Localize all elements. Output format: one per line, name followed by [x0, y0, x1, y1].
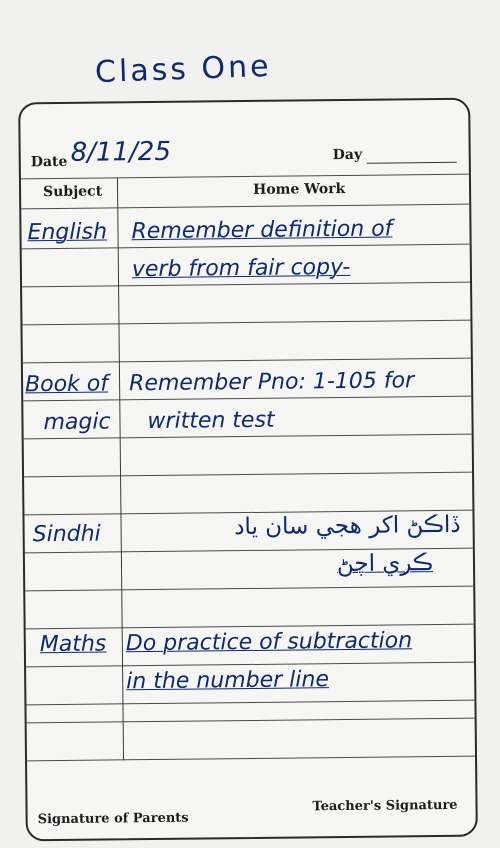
ruled-line: [24, 472, 472, 478]
ruled-line: [21, 174, 469, 180]
subject-english: English: [27, 219, 108, 246]
ruled-line: [22, 282, 470, 288]
homework-book-line1: Remember Pno: 1-105 for: [128, 368, 415, 397]
parents-signature-label: Signature of Parents: [37, 810, 189, 828]
ruled-line: [27, 718, 475, 724]
homework-maths-line2: in the number line: [126, 667, 330, 695]
class-title: Class One: [94, 48, 273, 91]
homework-sindhi-line2: ڪري اچڻ: [336, 550, 434, 578]
homework-book-line2: written test: [147, 407, 275, 435]
ruled-line: [27, 756, 475, 762]
subject-maths: Maths: [39, 631, 107, 658]
day-label: Day: [332, 146, 363, 164]
ruled-line: [22, 320, 470, 326]
ruled-line: [26, 662, 474, 668]
ruled-line: [21, 204, 469, 210]
homework-english-line1: Remember definition of: [131, 216, 393, 245]
teacher-signature-label: Teacher's Signature: [312, 797, 458, 815]
column-divider: [117, 178, 124, 760]
subject-sindhi: Sindhi: [32, 521, 101, 548]
homework-sindhi-line1: ڏاڪڻ اکر هجي سان ياد: [234, 511, 461, 541]
homework-card: [18, 98, 478, 842]
date-label: Date: [30, 153, 68, 171]
ruled-line: [25, 586, 473, 592]
ruled-line: [26, 700, 474, 706]
ruled-line: [23, 358, 471, 364]
subject-book-of-magic-line1: Book of: [24, 371, 109, 398]
day-blank-line: [367, 162, 457, 164]
homework-english-line2: verb from fair copy-: [131, 254, 351, 283]
subject-book-of-magic-line2: magic: [43, 409, 111, 436]
col-homework-header: Home Work: [252, 180, 346, 198]
date-value: 8/11/25: [70, 136, 172, 168]
col-subject-header: Subject: [43, 183, 103, 201]
homework-maths-line1: Do practice of subtraction: [125, 628, 413, 657]
